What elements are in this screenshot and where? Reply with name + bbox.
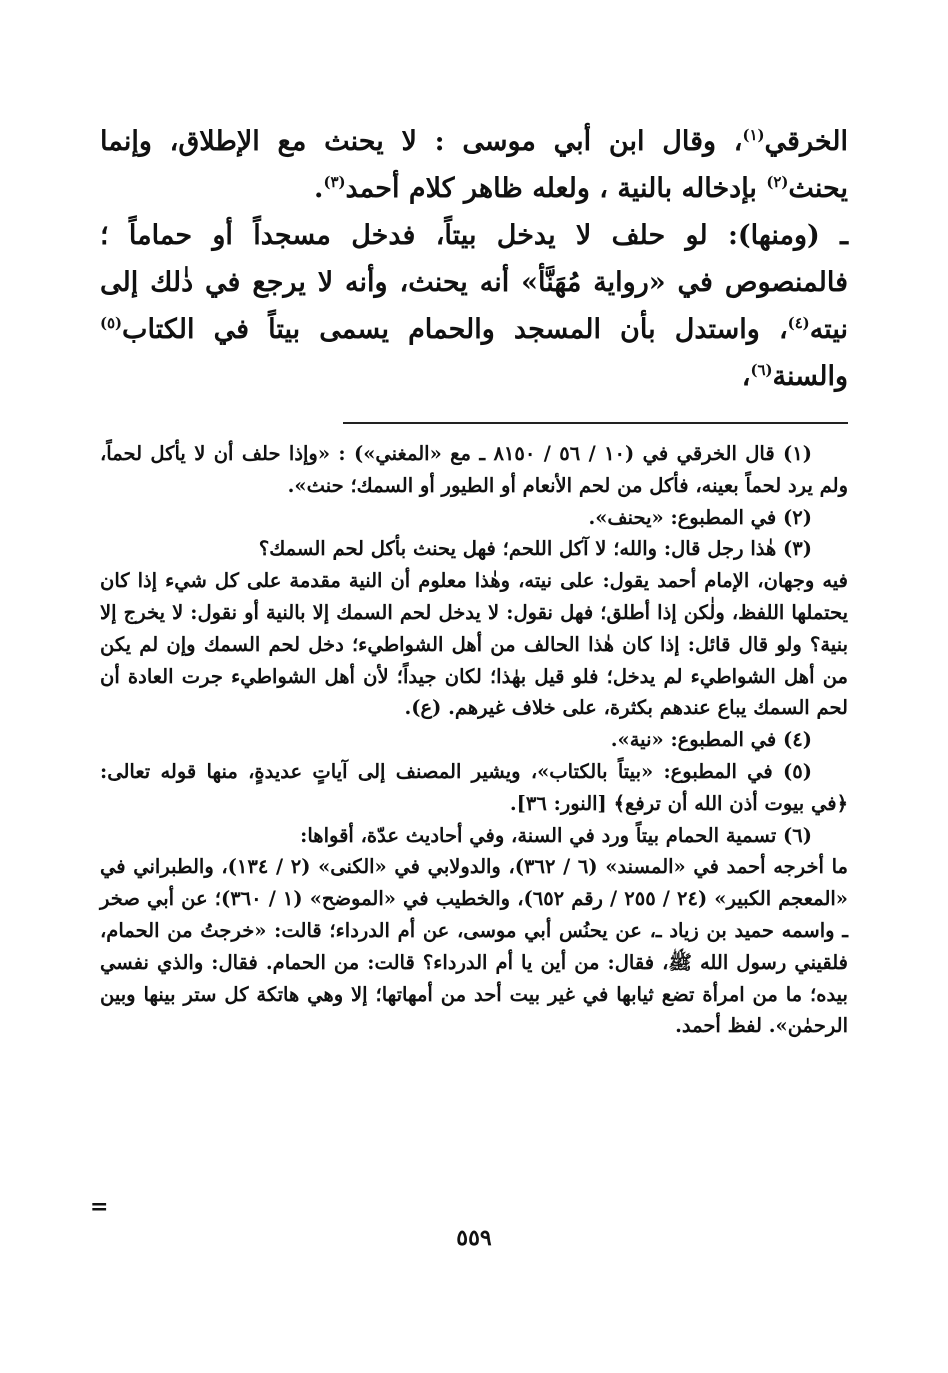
text-run: الخرقي: [764, 126, 848, 157]
text-run: ،: [741, 361, 751, 392]
footnote-5: (٥) في المطبوع: «بيتاً بالكتاب»، ويشير المصنف إلى آياتٍ عديدةٍ، منها قوله تعالى: ﴿في بيوت أذن الله أن ترفع﴾ [النور: ٣٦].: [100, 759, 848, 815]
footnote-6-continuation: ما أخرجه أحمد في «المسند» (٦ / ٣٦٢)، والدولابي في «الكنى» (٢ / ١٣٤)، والطبراني في «المعجم الكبير» (٢٤ / ٢٥٥ / رقم ٦٥٢)، والخطيب في «الموضح» (١ / ٣٦٠)؛ عن أبي صخر ـ واسمه حميد بن زياد ـ، عن يحنُس أبي موسى، عن أم الدرداء؛ قالت: «خرجتُ من الحمام، فلقيني رسول الله ﷺ، فقال: من أين يا أم الدرداء؟ قالت: من الحمام. فقال: والذي نفسي بيده؛ ما من امرأة تضع ثيابها في غير بيت أحد من أمهاتها؛ إلا وهي هاتكة كل ستر بينها وبين الرحمٰن». لفظ أحمد.: [100, 855, 849, 1038]
footnote-ref: (٣): [323, 173, 346, 191]
text-run: ، واستدل بأن المسجد والحمام يسمى بيتاً في الكتاب: [122, 314, 788, 345]
footnote-ref: (٢): [766, 173, 789, 191]
page-body: [100, 118, 848, 1042]
footnote-3: (٣) هٰذا رجل قال: والله؛ لا آكل اللحم؛ فهل يحنث بأكل لحم السمك؟: [258, 537, 812, 561]
footnote-ref: (١): [742, 126, 765, 144]
footnote-ref: (٤): [787, 314, 810, 332]
footnote-ref: (٥): [100, 314, 123, 332]
text-run: .: [314, 173, 324, 204]
continuation-mark: =: [90, 1194, 109, 1220]
footnote-6: (٦) تسمية الحمام بيتاً ورد في السنة، وفي أحاديث عدّة، أقواها:: [300, 823, 812, 847]
text-run: بإدخاله بالنية ، ولعله ظاهر كلام أحمد: [345, 173, 767, 204]
footnotes: [100, 438, 848, 1042]
footnote-4: (٤) في المطبوع: «نية».: [610, 728, 812, 752]
footnote-3-continuation: فيه وجهان، الإمام أحمد يقول: على نيته، وهٰذا معلوم أن النية مقدمة على كل شيء إذا كان يحتملها اللفظ، ولٰكن إذا أطلق؛ فهل نقول: لا يدخل لحم السمك إلا بالنية أو نقول: لا يخرج إلا بنية؟ ولو قال قائل: إذا كان هٰذا الحالف من أهل الشواطيء؛ دخل لحم السمك وإن لم يكن من أهل الشواطيء لم يدخل؛ فلو قيل بهٰذا؛ لكان جيداً؛ لأن أهل الشواطيء جرت العادة أن لحم السمك يباع عندهم بكثرة، على خلاف غيرهم. (ع).: [100, 569, 848, 720]
footnote-2: (٢) في المطبوع: «يحنف».: [588, 505, 812, 529]
main-paragraph: [100, 118, 848, 212]
footnote-ref: (٦): [750, 361, 773, 379]
main-text: [100, 118, 848, 400]
text-run: ـ (ومنها): لو حلف لا يدخل بيتاً، فدخل مسجداً أو حماماً ؛ فالمنصوص في «رواية مُهَنَّأ» أنه يحنث، وأنه لا يرجع في ذٰلك إلى نيته: [100, 220, 848, 345]
main-paragraph: [100, 212, 848, 400]
page-number: ٥٥٩: [456, 1225, 492, 1251]
footnote-separator: [343, 422, 848, 424]
text-run: والسنة: [772, 361, 848, 392]
text-run: ، وقال ابن أبي موسى : لا يحنث مع الإطلاق، وإنما يحنث: [100, 126, 848, 204]
footnote-1: (١) قال الخرقي في (١٠ / ٥٦ / ٨١٥٠ ـ مع «المغني») : «وإذا حلف أن لا يأكل لحماً، ولم يرد لحماً بعينه، فأكل من لحم الأنعام أو الطيور أو السمك؛ حنث».: [100, 442, 848, 497]
